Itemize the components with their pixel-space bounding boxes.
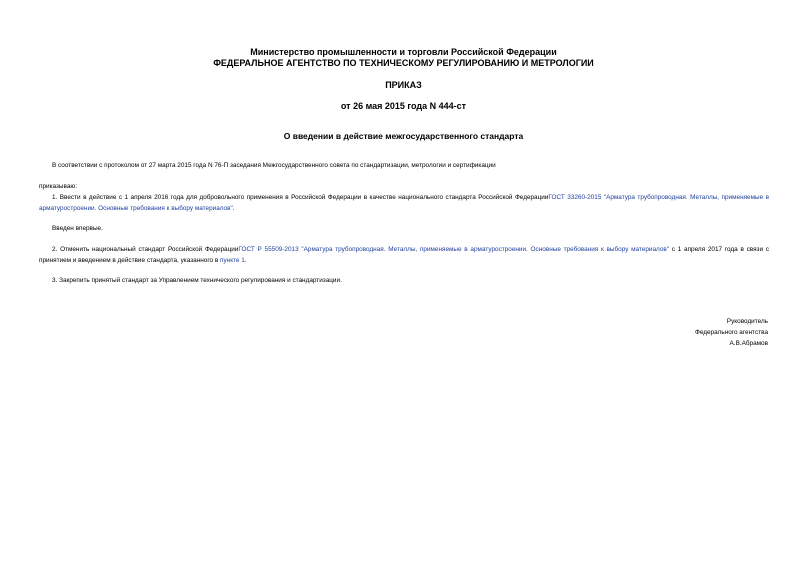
item2-paragraph bbox=[39, 245, 769, 266]
order-date-heading: от 26 мая 2015 года N 444-ст bbox=[340, 101, 467, 111]
gost-33260-link[interactable]: ГОСТ 33260-2015 "Арматура трубопроводная. Металлы, применяемые в арматуростроении. Основные требования к выбору материалов" bbox=[39, 194, 769, 212]
order-type-heading: ПРИКАЗ bbox=[385, 80, 422, 90]
item2-end: . bbox=[244, 256, 247, 264]
order-word: приказываю: bbox=[39, 183, 77, 190]
signature-block bbox=[695, 316, 768, 349]
ministry-heading: Министерство промышленности и торговли Российской Федерации bbox=[250, 47, 557, 57]
agency-heading: ФЕДЕРАЛЬНОЕ АГЕНТСТВО ПО ТЕХНИЧЕСКОМУ РЕГУЛИРОВАНИЮ И МЕТРОЛОГИИ bbox=[213, 58, 594, 68]
item1-end: . bbox=[232, 204, 235, 212]
item2-text: 2. Отменить национальный стандарт Российской Федерации bbox=[52, 246, 239, 253]
document-title: О введении в действие межгосударственного стандарта bbox=[283, 131, 524, 141]
item1-paragraph bbox=[39, 193, 769, 214]
signature-agency: Федерального агентства bbox=[694, 329, 768, 336]
item2-mid: с 1 апреля 2017 года в связи с принятием и введением в действие стандарта, указанного в bbox=[39, 246, 769, 264]
preamble-paragraph: В соответствии с протоколом от 27 марта 2015 года N 76-П заседания Межгосударственного совета по стандартизации, метрологии и сертификации bbox=[52, 162, 496, 169]
signature-name: А.В.Абрамов bbox=[729, 340, 768, 347]
point-1-link[interactable]: пункте 1 bbox=[220, 256, 245, 264]
item1-text: 1. Ввести в действие с 1 апреля 2016 года для добровольного применения в Российской Федерации в качестве национального стандарта Российской Федерации bbox=[52, 194, 549, 201]
item1-note: Введен впервые. bbox=[52, 225, 103, 232]
signature-title: Руководитель bbox=[726, 318, 768, 325]
gost-r-55509-link[interactable]: ГОСТ Р 55509-2013 "Арматура трубопроводная. Металлы, применяемые в арматуростроении. Основные требования к выбору материалов" bbox=[238, 246, 670, 253]
item3-paragraph: 3. Закрепить принятый стандарт за Управлением технического регулирования и стандартизации. bbox=[52, 277, 342, 284]
